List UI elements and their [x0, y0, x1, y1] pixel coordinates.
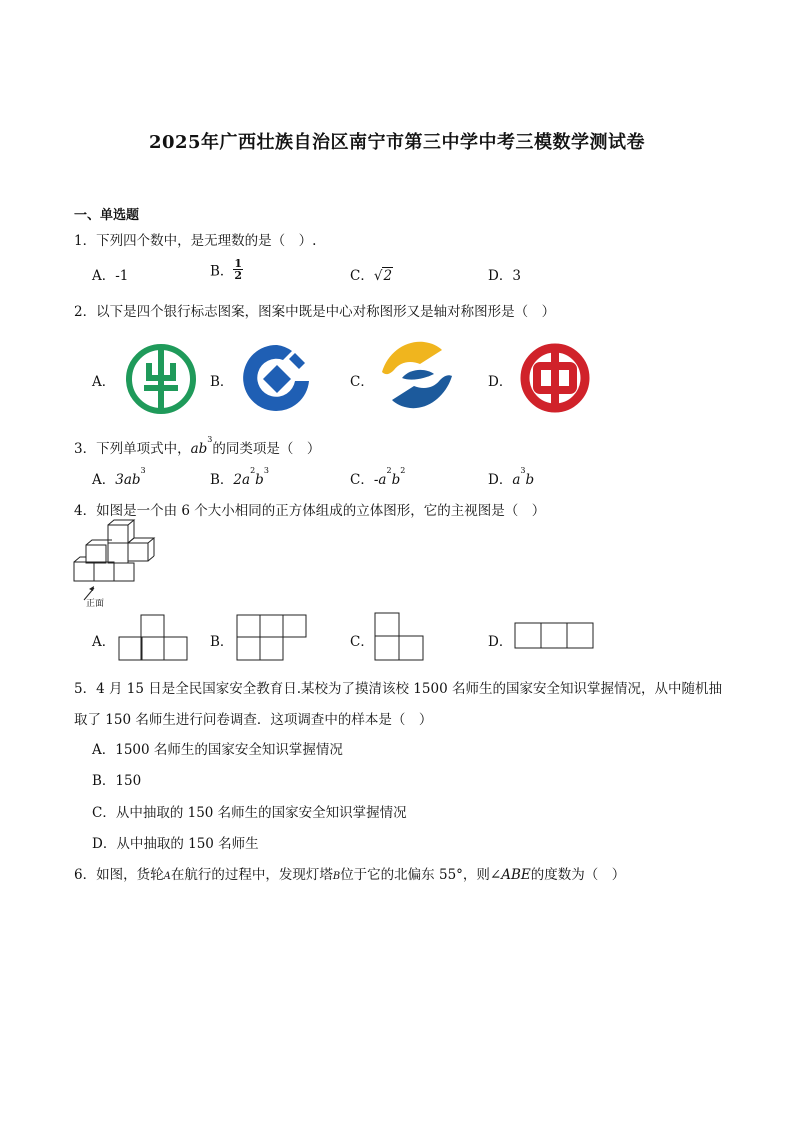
front-view-label: 正面	[86, 599, 105, 609]
numerator: 1	[234, 257, 243, 270]
option-label: A．	[92, 472, 116, 488]
q5-option-c[interactable]: C．从中抽取的 150 名师生的国家安全知识掌握情况	[92, 805, 407, 821]
stem-text: 的同类项是（ ）	[212, 441, 321, 457]
exponent: 2	[400, 466, 406, 475]
denominator: 2	[234, 269, 243, 282]
question-5-stem-line2: 取了 150 名师生进行问卷调查．这项调查中的样本是（ ）	[74, 712, 433, 728]
cube-stack-figure	[72, 520, 156, 586]
question-6-stem	[74, 863, 625, 883]
q4-option-d-figure	[514, 622, 596, 650]
q2-option-c-label[interactable]: C．	[350, 374, 374, 390]
fraction	[233, 258, 243, 281]
sqrt-expression: √2	[373, 268, 393, 284]
question-3-stem	[74, 437, 320, 457]
option-value: 3	[512, 268, 521, 284]
q1-option-a[interactable]	[92, 264, 128, 284]
exponent: 3	[207, 435, 213, 444]
question-2-stem: 2．以下是四个银行标志图案，图案中既是中心对称图形又是轴对称图形是（ ）	[74, 304, 556, 320]
exponent: 3	[520, 466, 526, 475]
monomial-part: a	[512, 472, 521, 488]
monomial-part: b	[391, 472, 401, 488]
q1-option-b[interactable]	[210, 258, 243, 281]
q4-option-b-label[interactable]: B．	[210, 634, 234, 650]
stem-text: 3．下列单项式中，	[74, 441, 191, 457]
section-heading: 一、单选题	[74, 208, 140, 223]
option-label: B．	[210, 472, 234, 488]
q1-option-c[interactable]	[350, 264, 393, 284]
stem-text: 的度数为（ ）	[530, 867, 626, 883]
q3-option-a[interactable]	[92, 468, 146, 488]
q4-option-c-label[interactable]: C．	[350, 634, 374, 650]
option-label: C．	[350, 268, 374, 284]
monomial-part: -a	[373, 472, 387, 488]
tower-label: B	[332, 871, 341, 882]
q4-option-a-figure	[118, 614, 190, 662]
q1-option-d[interactable]	[488, 264, 521, 284]
q3-option-b[interactable]	[210, 468, 269, 488]
agricultural-bank-logo	[125, 343, 197, 415]
page-title: 2025年广西壮族自治区南宁市第三中学中考三模数学测试卷	[148, 132, 646, 153]
question-5-stem-line1: 5．4 月 15 日是全民国家安全教育日.某校为了摸清该校 1500 名师生的国家安全知识掌握情况，从中随机抽	[74, 681, 722, 697]
q4-option-d-label[interactable]: D．	[488, 634, 513, 650]
option-label: A．	[92, 268, 116, 284]
q5-option-d[interactable]: D．从中抽取的 150 名师生	[92, 836, 259, 852]
exponent: 2	[250, 466, 256, 475]
exponent: 3	[263, 466, 269, 475]
q2-option-b-label[interactable]: B．	[210, 374, 234, 390]
option-label: C．	[350, 472, 374, 488]
construction-bank-logo	[243, 343, 311, 413]
option-value: -1	[115, 268, 129, 284]
q5-option-a[interactable]: A．1500 名师生的国家安全知识掌握情况	[92, 742, 343, 758]
option-label: B．	[210, 263, 234, 280]
question-1-stem: 1．下列四个数中，是无理数的是（ ）.	[74, 233, 317, 249]
monomial-part: 2a	[233, 472, 251, 488]
q4-option-a-label[interactable]: A．	[92, 634, 116, 650]
stem-text: 6．如图，货轮	[74, 867, 164, 883]
stem-text: 在航行的过程中，发现灯塔	[170, 867, 333, 883]
exponent: 2	[386, 466, 392, 475]
q2-option-d-label[interactable]: D．	[488, 374, 513, 390]
q5-option-b[interactable]: B．150	[92, 773, 142, 789]
ship-label: A	[163, 871, 171, 882]
q3-option-c[interactable]	[350, 468, 405, 488]
bank-of-china-logo	[518, 343, 592, 413]
angle-expression: ∠ABE	[489, 867, 531, 883]
stem-monomial: ab	[190, 441, 208, 457]
question-4-stem: 4．如图是一个由 6 个大小相同的正方体组成的立体图形，它的主视图是（ ）	[74, 503, 546, 519]
q4-option-b-figure	[236, 614, 308, 662]
monomial-part: b	[255, 472, 264, 488]
monomial: 3ab	[115, 472, 141, 488]
q3-option-d[interactable]	[488, 468, 534, 488]
exponent: 3	[140, 466, 146, 475]
stem-text: 位于它的北偏东 55°，则	[340, 867, 490, 883]
option-label: D．	[488, 268, 513, 284]
radicand: 2	[383, 268, 393, 284]
q2-option-a-label[interactable]: A．	[92, 374, 116, 390]
bank-logo-c	[380, 338, 454, 412]
option-label: D．	[488, 472, 513, 488]
q4-option-c-figure	[374, 612, 426, 662]
monomial-part: b	[525, 472, 535, 488]
